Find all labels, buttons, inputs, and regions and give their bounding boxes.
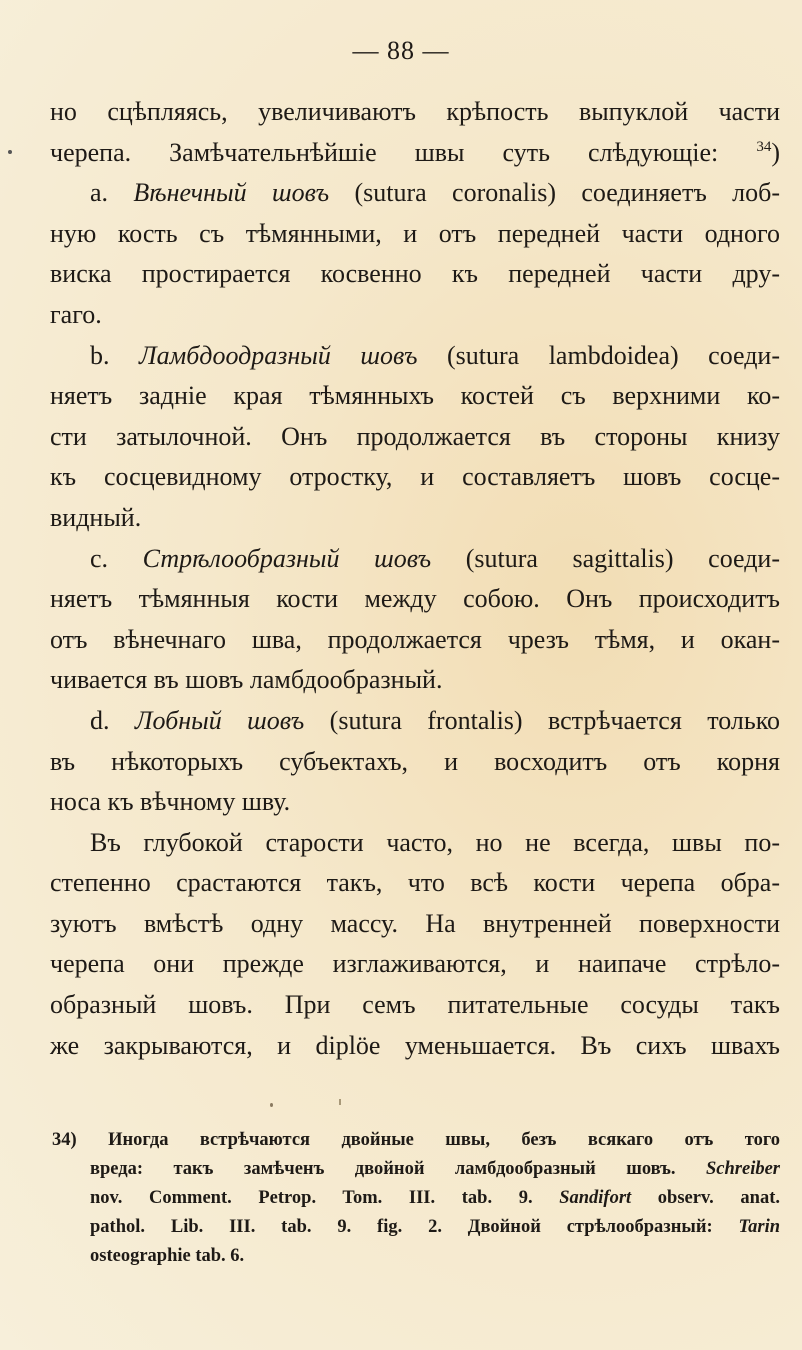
suture-term: Лобный шовъ [134, 705, 305, 735]
footnote-line: pathol. Lib. III. tab. 9. fig. 2. Двойной стрѣлообразный: Tarin [90, 1217, 781, 1237]
suture-term: Вѣнечный шовъ [133, 178, 330, 208]
body-text [50, 92, 780, 1066]
footnote-line: osteographie tab. 6. [90, 1246, 245, 1266]
footnote [52, 1126, 780, 1271]
text-line: няетъ задніе края тѣмянныхъ костей съ верхними ко- [50, 381, 780, 411]
text-line: черепа. Замѣчательнѣйшіе швы суть слѣдующіе: $^{34}$) [50, 137, 780, 167]
text-line: няетъ тѣмянныя кости между собою. Онъ происходитъ [50, 584, 780, 614]
text-line: гаго. [50, 299, 102, 329]
text-line: степенно срастаются такъ, что всѣ кости черепа обра- [50, 868, 780, 898]
text-line: c. Стрѣлообразный шовъ (sutura sagittalis) соеди- [90, 543, 781, 573]
text-line: Въ глубокой старости часто, но не всегда, швы по- [90, 827, 780, 857]
footnote-line: nov. Comment. Petrop. Tom. III. tab. 9. Sandifort observ. anat. [90, 1188, 781, 1208]
text-line: въ нѣкоторыхъ субъектахъ, и восходитъ отъ корня [50, 746, 780, 776]
text-line: виска простирается косвенно къ передней части дру- [50, 259, 780, 289]
text-line: же закрываются, и diplöe уменьшается. Въ сихъ швахъ [50, 1030, 780, 1060]
ink-speck [270, 1103, 273, 1107]
text-line: зуютъ вмѣстѣ одну массу. На внутренней поверхности [50, 908, 780, 938]
text-line: черепа они прежде изглаживаются, и наипаче стрѣло- [50, 949, 780, 979]
ink-speck [339, 1099, 341, 1105]
page-number: — 88 — [352, 36, 450, 65]
footnote-line: вреда: такъ замѣченъ двойной ламбдообразный шовъ. Schreiber [90, 1159, 780, 1179]
text-line: d. Лобный шовъ (sutura frontalis) встрѣчается только [90, 705, 781, 735]
text-line: b. Ламбдоодразный шовъ (sutura lambdoidea) соеди- [90, 340, 781, 370]
text-line: носа къ вѣчному шву. [50, 787, 291, 817]
ink-speck [8, 150, 12, 154]
text-line: но сцѣпляясь, увеличиваютъ крѣпость выпуклой части [50, 97, 780, 126]
suture-term: Ламбдоодразный шовъ [139, 340, 418, 370]
text-line: чивается въ шовъ ламбдообразный. [50, 665, 443, 695]
footnote-line: 34) Иногда встрѣчаются двойные швы, безъ всякаго отъ того [52, 1130, 781, 1150]
text-line: къ сосцевидному отростку, и составляетъ шовъ сосце- [50, 462, 780, 492]
text-line: отъ вѣнечнаго шва, продолжается чрезъ тѣмя, и окан- [50, 624, 780, 654]
text-line: образный шовъ. При семъ питательные сосуды такъ [50, 990, 780, 1020]
footnote-ref: 34 [756, 138, 772, 155]
text-line: видный. [50, 502, 142, 532]
suture-term: Стрѣлообразный шовъ [142, 543, 432, 573]
text-line: ную кость съ тѣмянными, и отъ передней части одного [50, 218, 780, 248]
text-line: a. Вѣнечный шовъ (sutura coronalis) соединяетъ лоб- [90, 178, 781, 208]
text-line: сти затылочной. Онъ продолжается въ стороны книзу [50, 421, 780, 451]
footnote-marker: 34) [52, 1130, 77, 1150]
